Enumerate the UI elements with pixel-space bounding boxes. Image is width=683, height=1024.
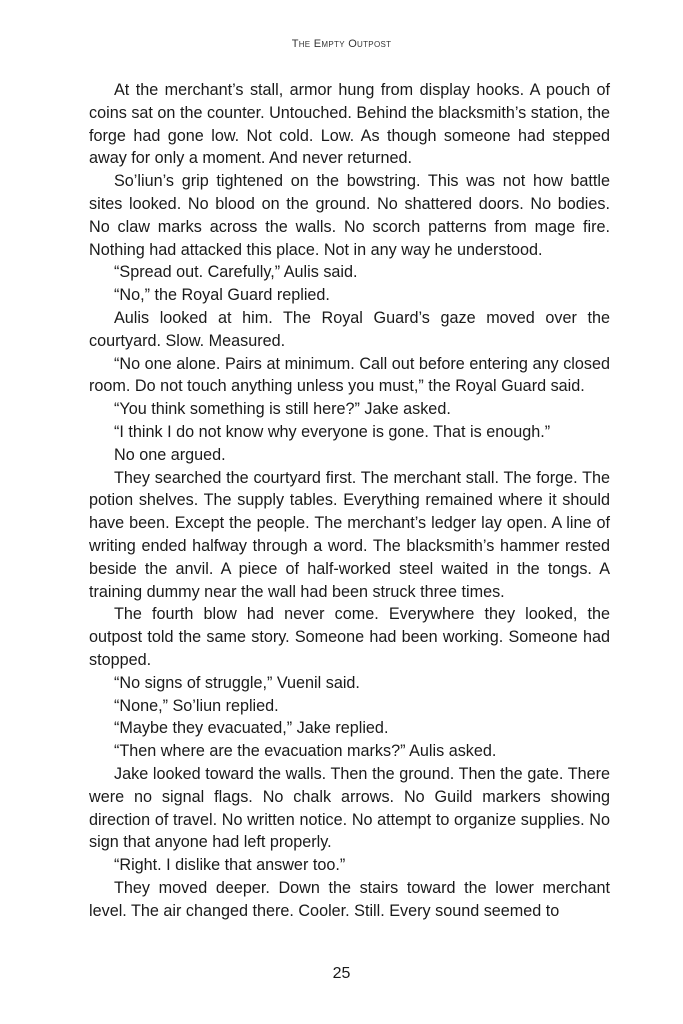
- paragraph: “You think something is still here?” Jake asked.: [114, 400, 451, 419]
- page-number: 25: [332, 965, 351, 982]
- paragraph: “Then where are the evacuation marks?” Aulis asked.: [114, 742, 497, 761]
- paragraph: “None,” So’liun replied.: [114, 696, 279, 715]
- paragraph: Aulis looked at him. The Royal Guard’s gaze moved over the courtyard. Slow. Measured.: [89, 308, 610, 350]
- paragraph: “No signs of struggle,” Vuenil said.: [114, 673, 360, 692]
- paragraph: The fourth blow had never come. Everywhere they looked, the outpost told the same story. Someone had been working. Someone had stopped.: [89, 605, 610, 669]
- body-text: [89, 79, 610, 922]
- paragraph: “Spread out. Carefully,” Aulis said.: [114, 263, 358, 282]
- paragraph: “No one alone. Pairs at minimum. Call out before entering any closed room. Do not touch anything unless you must,” the Royal Guard said.: [89, 354, 610, 396]
- paragraph: They searched the courtyard first. The merchant stall. The forge. The potion shelves. The supply tables. Everything remained where it should have been. Except the people. The merchant’s ledger lay open. A line of writing ended halfway through a word. The blacksmith’s hammer rested beside the anvil. A piece of half-worked steel waited in the tongs. A training dummy near the wall had been struck three times.: [89, 468, 610, 601]
- paragraph: “Maybe they evacuated,” Jake replied.: [114, 719, 389, 738]
- paragraph: “I think I do not know why everyone is gone. That is enough.”: [114, 422, 551, 441]
- paragraph: No one argued.: [114, 445, 226, 464]
- paragraph: “No,” the Royal Guard replied.: [114, 286, 330, 305]
- paragraph: So’liun’s grip tightened on the bowstring. This was not how battle sites looked. No blood on the ground. No shattered doors. No bodies. No claw marks across the walls. No scorch patterns from mage fire. Nothing had attacked this place. Not in any way he understood.: [89, 172, 610, 259]
- paragraph: Jake looked toward the walls. Then the ground. Then the gate. There were no signal flags. No chalk arrows. No Guild markers showing direction of travel. No written notice. No attempt to organize supplies. No sign that anyone had left properly.: [89, 764, 610, 852]
- running-header: The Empty Outpost: [291, 38, 392, 50]
- paragraph: “Right. I dislike that answer too.”: [114, 856, 346, 875]
- paragraph: They moved deeper. Down the stairs toward the lower merchant level. The air changed there. Cooler. Still. Every sound seemed to: [89, 878, 610, 920]
- paragraph: At the merchant’s stall, armor hung from display hooks. A pouch of coins sat on the counter. Untouched. Behind the blacksmith’s station, the forge had gone low. Not cold. Low. As though someone had stepped away for only a moment. And never returned.: [89, 81, 610, 168]
